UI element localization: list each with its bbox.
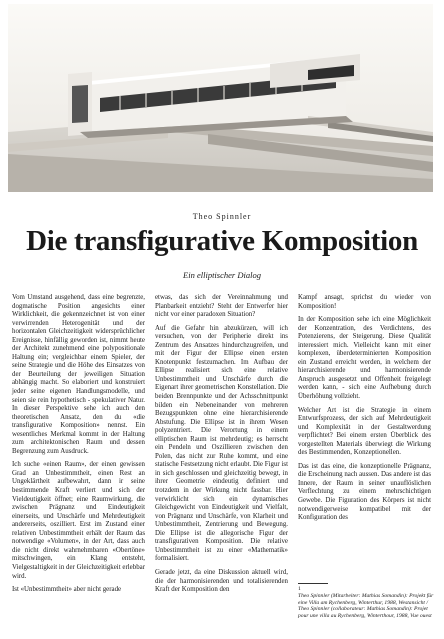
footnote-text: Theo Spinnler (Mitarbeiter: Mathias Somandin): Projekt für eine Villa am Rychenberg, Winterthur, 1988, Westansicht / Theo Spinnler (collaborateur: Mathias Somandin): Projet pour une villa au Rychenberg, Winterthour, 1988, Vue ouest: [298, 592, 434, 620]
paragraph: Ist «Unbestimmtheit» aber nicht gerade: [12, 586, 122, 594]
footnote: [298, 586, 434, 620]
article-author: Theo Spinnler: [192, 212, 252, 221]
footnote-mark: 1: [298, 586, 301, 592]
text-column-3: [298, 294, 431, 528]
paragraph: Kampf ansagt, sprichst du wieder von Komposition!: [298, 294, 431, 310]
architectural-model-photo: [8, 4, 433, 192]
footnote-divider: [298, 583, 328, 584]
paragraph: Gerade jetzt, da eine Diskussion aktuell wird, die der harmonisierenden und totalisierenden Kraft der Komposition den: [155, 568, 288, 594]
paragraph: Das ist das eine, die konzeptionelle Prägnanz, die Erscheinung nach aussen. Das andere ist das Innere, der Raum in seiner unauflöslichen Verflechtung zu einem mehrschichtigen Gewebe. Die Figuration des Körpers ist nicht notwendigerweise kompatibel mit der Konfiguration des: [298, 462, 431, 522]
paragraph: In der Komposition sehe ich eine Möglichkeit der Konzentration, des Verdichtens, des Potenzierens, der Steigerung. Diese Qualität interessiert mich. Vielleicht kann mit einer komplexen, überdeterminierten Komposition ein Zustand erreicht werden, in welchem der hierarchisierende und harmonisierende Anspruch ausgesetzt und Offenheit freigelegt werden kann, - sich eine Aufhebung durch Überhöhung vollzieht.: [298, 316, 431, 401]
paragraph: Vom Umstand ausgehend, dass eine begrenzte, dogmatische Position angesichts einer Wirklichkeit, die gekennzeichnet ist von einer verwirrenden Heterogenität und der horizontalen Gleichzeitigkeit widersprüchlicher Ereignisse, hinfällig geworden ist, nimmt heute der Architekt zunehmend eine polypositionale Haltung ein; vergleichbar einem Spieler, der seine Strategie und die Höhe des Einsatzes von der Beurteilung der jeweiligen Situation abhängig macht. So elaboriert und konstruiert jeder seine eigenen Handlungsmodelle, und seien sie rein hypothetisch - spekulativer Natur. In dieser Perspektive sehe ich auch den theoretischen Ansatz, den du «die transfigurative Komposition» nennst. Ein wesentliches Merkmal kommt in der Haltung zum architektonischen Raum und dessen Begrenzung zum Ausdruck.: [12, 294, 145, 455]
article-subtitle: Ein elliptischer Dialog: [183, 270, 261, 280]
paragraph: etwas, das sich der Vereinnahmung und Planbarkeit entzieht? Steht der Entwerfer hier nicht vor einer paradoxen Situation?: [155, 294, 288, 319]
paragraph: Ich suche «einen Raum», der einen gewissen Grad an Unbestimmtheit, einen Rest an Ungeklärtheit aufbewahrt, dann ir seine bestimmende Kraft verliert und sich der Vieldeutigkeit öffnet; eine Raumwirkung, die zwischen Prägnanz und Eindeutigkeit einerseits, und Unschärfe und Mehrdeutigkeit andererseits, oszilliert. Erst im Zustand einer relativen Unbestimmtheit erhält der Raum das notwendige «Volumen», in der Art, dass auch die nicht direkt wahrnehmbaren «Obertöne» mitschwingen, ein Klang entsteht, Vielgestaltigkeit in der Gleichzeitigkeit erlebbar wird.: [12, 461, 145, 580]
article-title: Die transfigurative Komposition: [26, 225, 418, 257]
paragraph: Auf die Gefahr hin abzukürzen, will ich versuchen, von der Peripherie direkt ins Zentrum des Ansatzes hindurchzugreifen, und mit der Figur der Ellipse einen ersten Knotenpunkt festzumachen. Im Aufbau der Ellipse realisiert sich eine relative Unbestimmtheit und Unschärfe durch die Eigenart ihrer geometrischen Konstellation. Die beiden Brennpunkte und der Achsschnittpunkt bilden ein Nebeneinander von mehreren Bezugspunkten ohne eine hierarchisierende Abstufung. Die Ellipse ist in ihrem Wesen polyzentriert. Die Verortung in einem elliptischen Raum ist mehrdeutig; es herrscht ein Pendeln und Oszillieren zwischen den Polen, das nicht zur Ruhe kommt, und eine statische Festsetzung nicht erlaubt. Die Figur ist in sich geschlossen und gleichzeitig bewegt, in ihrer Geometrie eindeutig definiert und trotzdem in der Wirkung nicht fassbar. Hier verwirklicht sich ein dynamisches Gleichgewicht von Eindeutigkeit und Vielfalt, von Prägnanz und Unschärfe, von Klarheit und Unbestimmtheit, Zentrierung und Bewegung. Die Ellipse ist die allegorische Figur der transfigurativen Komposition. Die relative Unbestimmtheit ist zu einer «Mathematik» formalisiert.: [155, 324, 288, 563]
model-illustration: [8, 4, 433, 192]
paragraph: Welcher Art ist die Strategie in einem Entwurfsprozess, der sich auf Mehrdeutigkeit und Komplexität in der Gestaltwerdung verpflichtet? Bei einem ersten Überblick des vorgestellten Materials überwiegt die Wirkung des Bestimmenden, Konzeptionellen.: [298, 406, 431, 457]
text-column-1: [12, 294, 145, 600]
text-column-2: [155, 294, 288, 600]
